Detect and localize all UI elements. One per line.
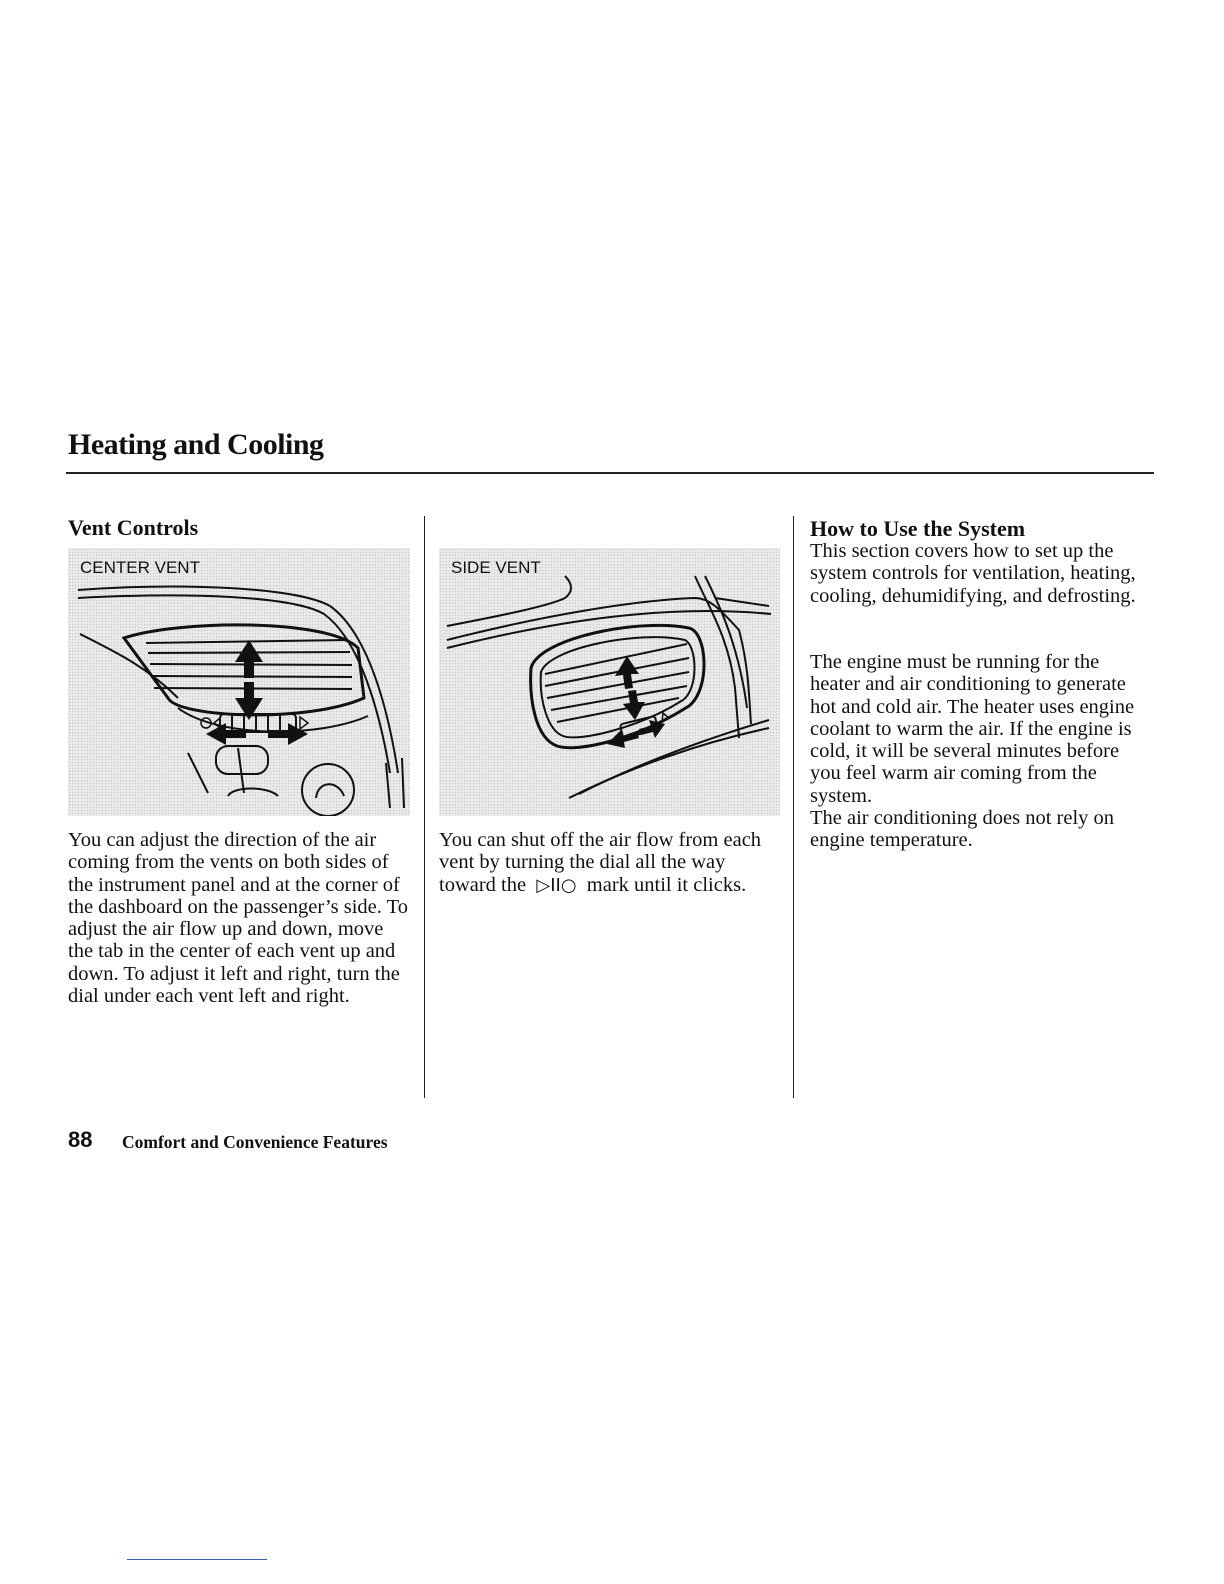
center-vent-illustration [68,548,410,816]
engine-running-text: The engine must be running for the heater and air conditioning to generate hot and cold air. The heater uses engine coolant to warm the air. If the engine is cold, it will be several minutes before you feel warm air coming from the system. [810,651,1135,807]
side-vent-illustration [439,548,780,816]
center-vent-label: CENTER VENT [80,558,200,577]
shut-off-text-start: You can shut off the air flow from each vent by turning the dial all the way toward the [439,829,762,896]
page-title: Heating and Cooling [68,428,324,461]
vent-controls-text: You can adjust the direction of the air coming from the vents on both sides of the instrument panel and at the corner of the dashboard on the passenger’s side. To adjust the air flow up and down, move the tab in the center of each vent up and down. To adjust it left and right, turn the dial under each vent left and right. [68,829,408,1008]
column-divider-1 [424,516,425,1098]
center-vent-figure [68,548,410,816]
shut-off-text [439,829,779,897]
air-conditioning-text: The air conditioning does not rely on engine temperature. [810,807,1115,852]
system-intro-text: This section covers how to set up the system controls for ventilation, heating, cooling, dehumidifying, and defrosting. [810,540,1136,607]
shut-off-text-end: mark until it clicks. [586,873,747,896]
footer-section-title: Comfort and Convenience Features [122,1132,388,1152]
bottom-rule [127,1559,267,1560]
title-rule [66,472,1154,474]
vent-controls-heading: Vent Controls [68,515,199,540]
column-divider-2 [793,516,794,1098]
side-vent-figure [439,548,780,816]
page-number: 88 [68,1127,93,1152]
how-to-use-heading: How to Use the System [810,516,1026,541]
side-vent-label: SIDE VENT [451,558,541,577]
shutoff-mark-icon: ▷II○ [536,874,577,896]
